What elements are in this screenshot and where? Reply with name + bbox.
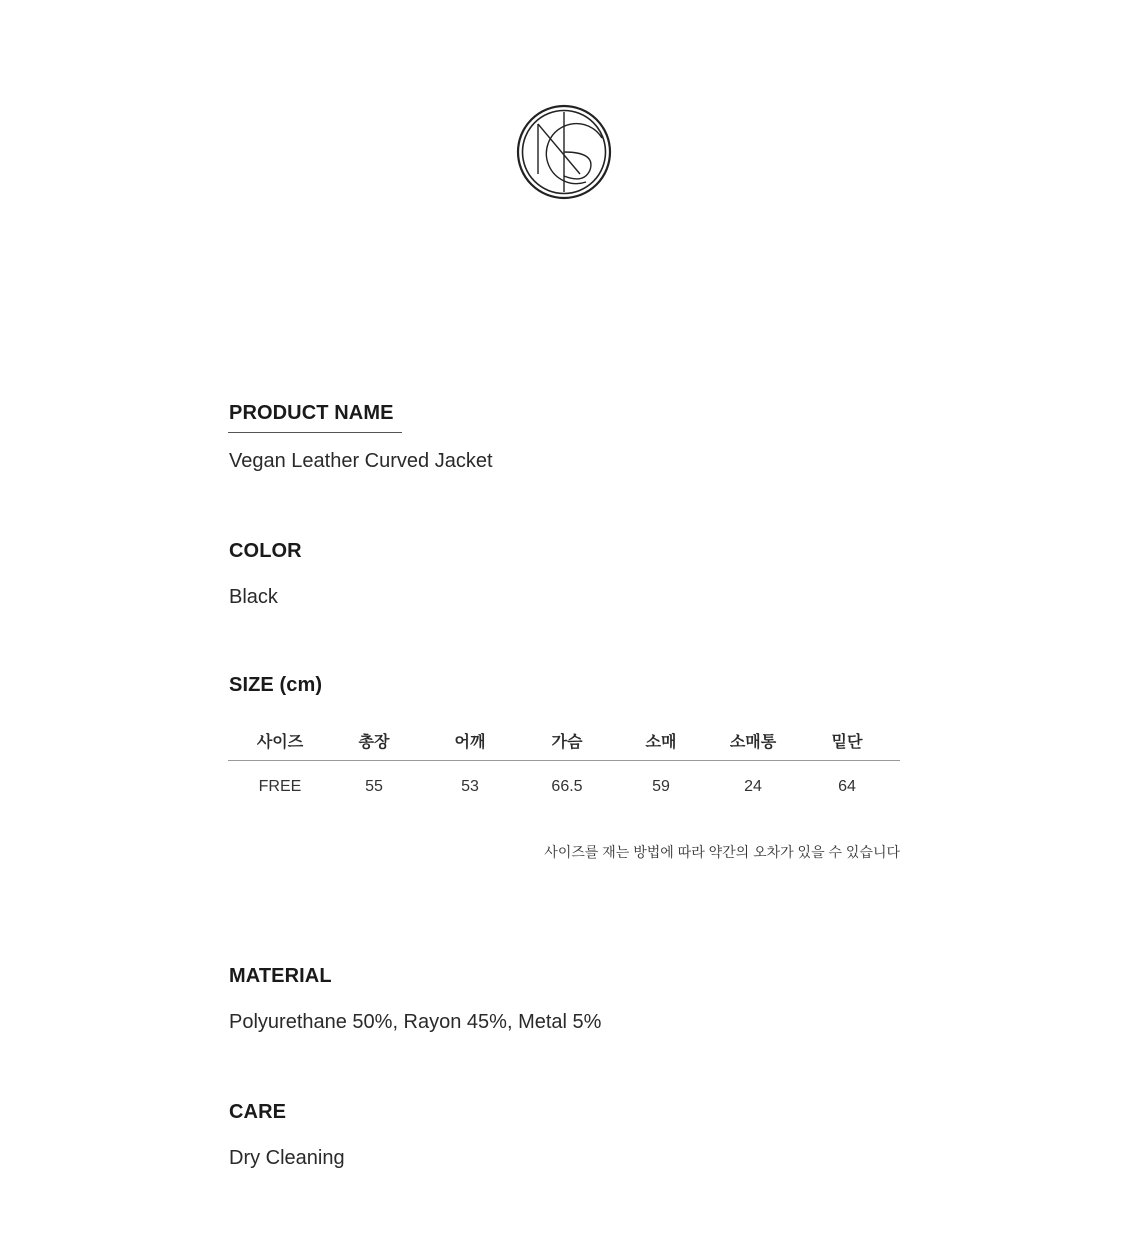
size-cell-hem: 64	[838, 778, 856, 795]
size-cell-chest: 66.5	[551, 778, 583, 795]
size-cell-sleeve-width: 24	[744, 778, 762, 795]
size-cell-length: 55	[365, 778, 383, 795]
size-header-chest: 가슴	[524, 720, 610, 761]
title-underline	[228, 432, 402, 433]
product-name-value: Vegan Leather Curved Jacket	[229, 450, 493, 472]
size-table	[228, 720, 900, 813]
size-measurement-note: 사이즈를 재는 방법에 따라 약간의 오차가 있을 수 있습니다	[544, 844, 900, 860]
table-row	[228, 761, 900, 814]
product-name-title: PRODUCT NAME	[229, 402, 394, 424]
color-value: Black	[229, 586, 278, 608]
size-cell-shoulder: 53	[461, 778, 479, 795]
material-title: MATERIAL	[229, 965, 332, 987]
material-value: Polyurethane 50%, Rayon 45%, Metal 5%	[229, 1011, 602, 1033]
size-header-sleeve: 소매	[610, 720, 712, 761]
size-header-size: 사이즈	[228, 720, 332, 761]
care-value: Dry Cleaning	[229, 1147, 345, 1169]
size-table-header-row	[228, 720, 900, 761]
care-title: CARE	[229, 1101, 287, 1123]
size-cell-size: FREE	[258, 778, 302, 795]
color-title: COLOR	[229, 540, 302, 562]
size-header-sleeve-width: 소매통	[712, 720, 794, 761]
size-cell-sleeve: 59	[652, 778, 670, 795]
size-title: SIZE (cm)	[229, 674, 323, 696]
size-header-length: 총장	[332, 720, 416, 761]
size-header-shoulder: 어깨	[416, 720, 524, 761]
size-header-hem: 밑단	[794, 720, 900, 761]
monogram-logo-icon	[516, 104, 612, 200]
